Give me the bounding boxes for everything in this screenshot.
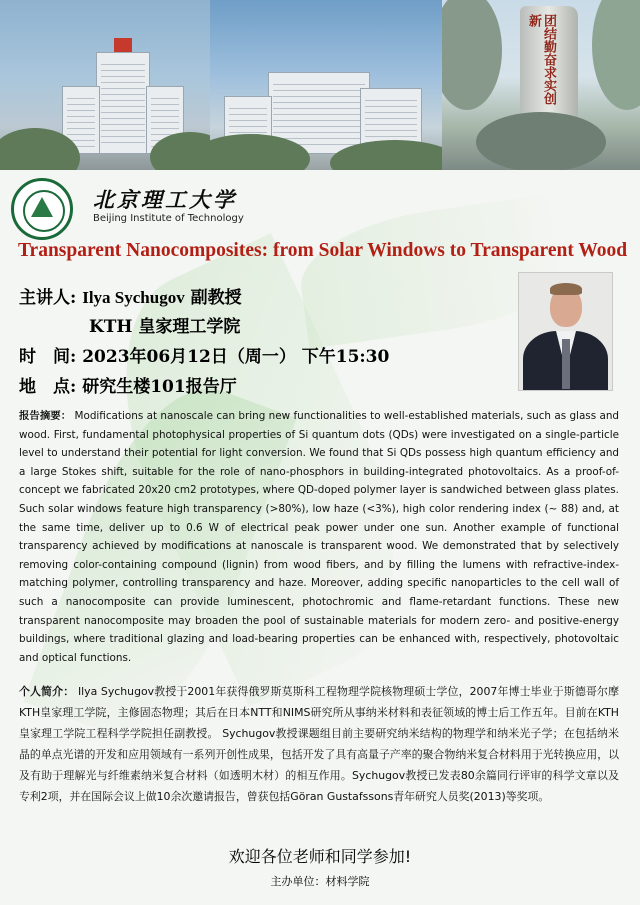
place-label: 地 点: [19, 377, 77, 397]
speaker-line [19, 283, 242, 308]
welcome-text: 欢迎各位老师和同学参加! [228, 847, 412, 866]
speaker-portrait [518, 272, 613, 391]
speaker-name: Ilya Sychugov [82, 288, 185, 307]
campus-photo-stone-monument [442, 0, 640, 170]
bio-paragraph: 个人简介： Ilya Sychugov教授于2001年获得俄罗斯莫斯科工程物理学院核物理硕士学位，2007年博士毕业于斯德哥尔摩KTH皇家理工学院，主修固态物理；其后在日本NTT和NIMS研究所从事纳米材料和表征领域的博士后工作五年。目前在KTH皇家理工学院工程科学学院担任副教授。 Sychugov教授课题组目前主要研究纳米结构的物理学和纳米光子学；在包括纳米晶的单点光谱的开发和应用领域有一系列开创性成果，包括开发了具有高量子产率的聚合物纳米复合材料用于光转换应用，以及有助于理解光与纤维素纳米复合材料（如透明木材）的相互作用。Sychugov教授已发表80余篇同行评审的科学文章以及专利2项，并在国际会议上做10余次邀请报告，曾获包括Göran Gustafssons青年研究人员奖(2013)等奖项。 [19, 685, 619, 803]
banner-photos [0, 0, 640, 170]
logo-name-en: Beijing Institute of Technology [93, 213, 244, 224]
campus-photo-main-building [0, 0, 210, 170]
bio-label: 个人简介 [19, 685, 64, 698]
time-value: 2023年06月12日（周一） 下午15:30 [82, 347, 390, 367]
place-line [19, 372, 237, 397]
time-label: 时 间: [19, 347, 77, 367]
bio-text: Ilya Sychugov教授于2001年获得俄罗斯莫斯科工程物理学院核物理硕士学位，2007年博士毕业于斯德哥尔摩KTH皇家理工学院，主修固态物理；其后在日本NTT和NIMS研究所从事纳米材料和表征领域的博士后工作五年。目前在KTH皇家理工学院工程科学学院担任副教授。 Sychugov教授课题组目前主要研究纳米结构的物理学和纳米光子学；在包括纳米晶的单点光谱的开发和应用领域有一系列开创性成果，包括开发了具有高量子产率的聚合物纳米复合材料用于光转换应用，以及有助于理解光与纤维素纳米复合材料（如透明木材）的相互作用。Sychugov教授已发表80余篇同行评审的科学文章以及专利2项，并在国际会议上做10余次邀请报告，曾获包括Göran Gustafssons青年研究人员奖(2013)等奖项。 [19, 685, 619, 803]
campus-photo-building [210, 0, 442, 170]
talk-title: Transparent Nanocomposites: from Solar Windows to Transparent Wood [18, 240, 628, 261]
speaker-affiliation [89, 312, 240, 337]
speaker-label: 主讲人: [19, 288, 77, 308]
speaker-rank: 副教授 [190, 288, 242, 308]
bit-emblem-icon [11, 178, 73, 240]
abstract-text: Modifications at nanoscale can bring new functionalities to well-established materials, such as glass and wood. First, fundamental photophysical properties of Si quantum dots (QDs) were investigated on a single-particle level to understand their potential for light conversion. We found that Si QDs possess high quantum efficiency and a large Stokes shift, suitable for the role of nano-phosphors in building-integrated photovoltaics. As a proof-of-concept we fabricated 20x20 cm2 prototypes, where QD-doped polymer layer is sandwiched between glass plates. Such solar windows feature high transparency (>80%), low haze (<3%), high color rendering index (~ 88) and, at the same time, deliver up to 0.6 W of electrical peak power under one sun. Another example of functional transparency achieved by modifications at nanoscale is transparent wood. We demonstrated that by selectively removing color-containing compound (lignin) from wood fibers, and by filling the lumens with refractive-index-matching polymer, controlling transparency and haze. Moreover, adding specific nanoparticles to the cell wall of such a nanocomposite can provide luminescent, photochromic and flame-retardant functions. These new transparent nanocomposite may broaden the pool of sustainable materials for modern zero- and positive-energy buildings, where traditional glazing and load-bearing properties can be enhanced with, respectively, photovoltaic and optical functions. [19, 410, 620, 664]
abstract-label: 报告摘要 [19, 410, 61, 422]
time-line [19, 342, 389, 367]
logo-name-cn: 北京理工大学 [93, 187, 237, 212]
stone-inscription: 团结勤奋求实创新 [526, 14, 556, 105]
speaker-affiliation-text: KTH 皇家理工学院 [89, 317, 241, 337]
abstract-paragraph: 报告摘要： Modifications at nanoscale can bring new functionalities to well-established materials, such as glass and wood. First, fundamental photophysical properties of Si quantum dots (QDs) were investigated on a single-particle level to understand their potential for light conversion. We found that Si QDs possess high quantum efficiency and a large Stokes shift, suitable for the role of nano-phosphors in building-integrated photovoltaics. As a proof-of-concept we fabricated 20x20 cm2 prototypes, where QD-doped polymer layer is sandwiched between glass plates. Such solar windows feature high transparency (>80%), low haze (<3%), high color rendering index (~ 88) and, at the same time, deliver up to 0.6 W of electrical peak power under one sun. Another example of functional transparency achieved by modifications at nanoscale is transparent wood. We demonstrated that by selectively removing color-containing compound (lignin) from wood fibers, and by filling the lumens with refractive-index-matching polymer, controlling transparency and haze. Moreover, adding specific nanoparticles to the cell wall of such a nanocomposite can provide luminescent, photochromic and flame-retardant functions. These new transparent nanocomposite may broaden the pool of sustainable materials for modern zero- and positive-energy buildings, where traditional glazing and load-bearing properties can be enhanced with, respectively, photovoltaic and optical functions. [19, 410, 620, 664]
host-unit: 主办单位：材料学院 [270, 875, 370, 888]
place-value: 研究生楼101报告厅 [82, 377, 237, 397]
